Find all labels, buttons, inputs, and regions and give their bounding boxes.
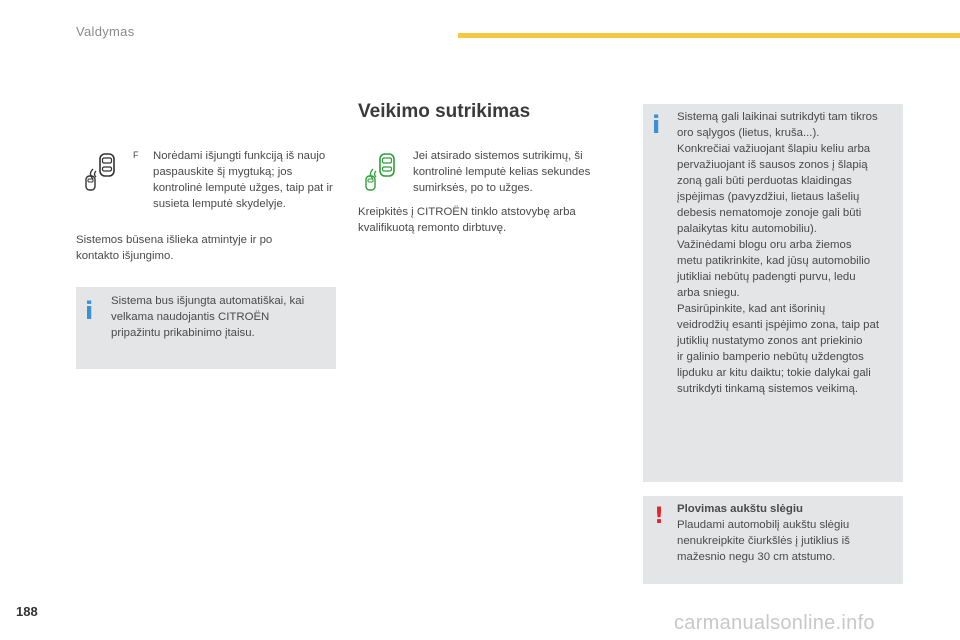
info-line: pervažiuojant iš sausos zonos į šlapią (677, 159, 868, 171)
info-icon: i (85, 297, 94, 325)
info-line: zoną gali būti perduotas klaidingas (677, 175, 852, 187)
weather-info-text (677, 109, 901, 397)
info-line: Pasirūpinkite, kad ant išorinių (677, 303, 826, 315)
info-line: lipduku ar kitu daiktu; tokie dalykai gali (677, 367, 871, 379)
warning-icon: ! (654, 504, 665, 529)
info-icon: i (652, 111, 661, 139)
info-line: Važinėdami blogu oru arba žiemos (677, 239, 852, 251)
blind-spot-warning-light-icon (363, 150, 403, 194)
info-line: sutrikdyti tinkamą sistemos veikimą. (677, 383, 859, 395)
warning-content (677, 501, 897, 565)
blind-spot-button-icon (83, 150, 123, 194)
info-line: oro sąlygos (lietus, kruša...). (677, 127, 820, 139)
info-line: Konkrečiai važiuojant šlapiu keliu arba (677, 143, 871, 155)
fault-text: Jei atsirado sistemos sutrikimų, ši kontrolinė lemputė kelias sekundes sumirksės, po to užges. (413, 150, 591, 194)
info-line: Sistemą gali laikinai sutrikdyti tam tikros (677, 111, 878, 123)
info-line: metu patikrinkite, kad jūsų automobilio (677, 255, 871, 267)
memory-note: Sistemos būsena išlieka atmintyje ir po kontakto išjungimo. (76, 234, 273, 262)
info-line: palaikytas kitu automobiliu). (677, 223, 817, 235)
info-line: įspėjimas (pavyzdžiui, lietaus lašelių (677, 191, 860, 203)
info-line: debesis nematomoje zonoje gali būti (677, 207, 862, 219)
info-box-weather (643, 104, 903, 482)
info-note-text: Sistema bus išjungta automatiškai, kai velkama naudojantis CITROËN pripažintu prikabinimo įtaisu. (111, 295, 305, 339)
instruction-text: Norėdami išjungti funkciją iš naujo paspauskite šį mygtuką; jos kontrolinė lemputė užges, taip pat ir susieta lemputė skydelyje. (153, 150, 333, 210)
info-note-box (76, 287, 336, 369)
accent-bar (458, 33, 960, 38)
section-title: Valdymas (76, 24, 135, 39)
info-line: veidrodžių esanti įspėjimo zona, taip pat (677, 319, 879, 331)
info-line: jutiklių nustatymo zonos ant priekinio (677, 335, 863, 347)
warning-title: Plovimas aukštu slėgiu (677, 503, 803, 515)
warning-box (643, 496, 903, 584)
watermark: carmanualsonline.info (674, 612, 875, 634)
info-line: arba sniegu. (677, 287, 740, 299)
page-heading: Veikimo sutrikimas (358, 101, 531, 122)
page-number: 188 (16, 604, 38, 619)
warning-text: Plaudami automobilį aukštu slėgiu nenukreipkite čiurkšlės į jutiklius iš mažesnio negu 30 cm atstumo. (677, 519, 850, 563)
info-line: jutikliai nebūtų padengti purvu, ledu (677, 271, 856, 283)
contact-text: Kreipkitės į CITROËN tinklo atstovybę arba kvalifikuotą remonto dirbtuvę. (358, 206, 576, 234)
bullet-marker: F (133, 150, 139, 160)
info-line: ir galinio bamperio nebūtų uždengtos (677, 351, 864, 363)
